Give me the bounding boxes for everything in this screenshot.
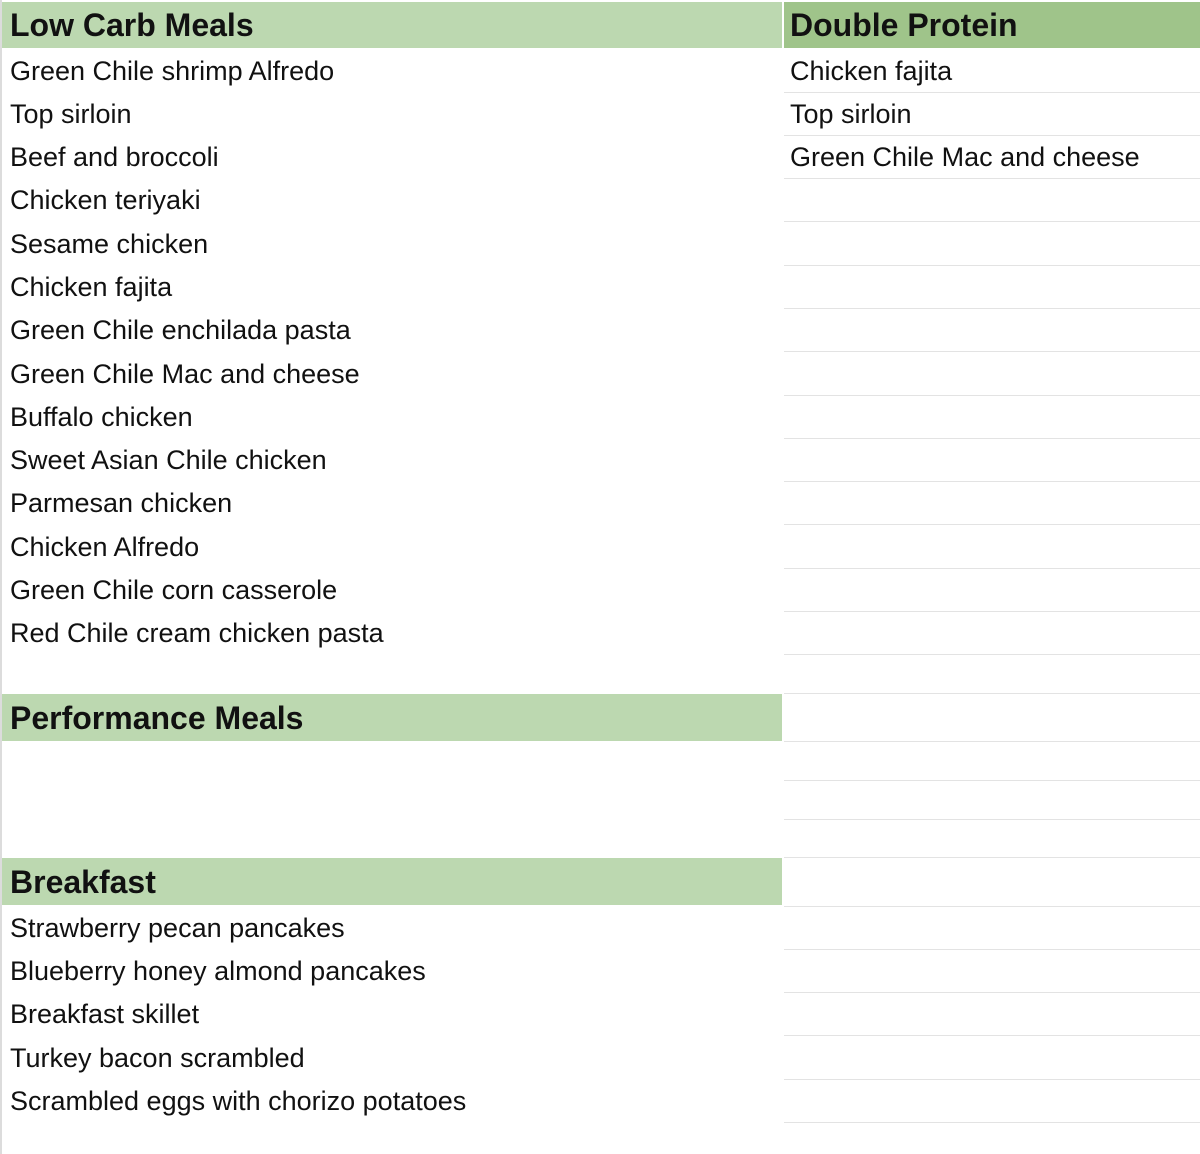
empty-cell[interactable] [784, 1036, 1200, 1080]
empty-cell[interactable] [784, 525, 1200, 569]
list-item[interactable]: Chicken Alfredo [10, 531, 200, 562]
list-item[interactable]: Green Chile shrimp Alfredo [10, 56, 335, 86]
empty-cell[interactable] [2, 781, 782, 820]
empty-cell[interactable] [784, 694, 1200, 742]
empty-cell[interactable] [784, 655, 1200, 694]
empty-cell[interactable] [784, 742, 1200, 781]
empty-cell[interactable] [2, 820, 782, 858]
list-item[interactable]: Chicken fajita [784, 50, 1200, 93]
double-protein-column [784, 0, 1200, 1154]
list-item[interactable]: Beef and broccoli [10, 142, 219, 172]
list-item[interactable]: Scrambled eggs with chorizo potatoes [10, 1086, 467, 1116]
empty-cell[interactable] [784, 950, 1200, 993]
list-item[interactable]: Green Chile enchilada pasta [10, 315, 351, 345]
list-item[interactable]: Chicken fajita [10, 272, 173, 302]
empty-cell[interactable] [784, 309, 1200, 352]
empty-cell[interactable] [784, 222, 1200, 266]
empty-cell[interactable] [784, 352, 1200, 396]
empty-cell[interactable] [784, 858, 1200, 907]
list-item[interactable]: Top sirloin [10, 99, 132, 129]
empty-cell[interactable] [784, 907, 1200, 950]
list-item[interactable]: Breakfast skillet [10, 999, 200, 1029]
empty-cell[interactable] [2, 741, 782, 781]
empty-cell[interactable] [784, 179, 1200, 222]
empty-cell[interactable] [784, 266, 1200, 309]
empty-cell[interactable] [784, 781, 1200, 820]
list-item[interactable]: Top sirloin [784, 93, 1200, 136]
list-item[interactable]: Red Chile cream chicken pasta [10, 618, 384, 648]
empty-cell[interactable] [784, 439, 1200, 482]
list-item[interactable]: Green Chile Mac and cheese [10, 358, 360, 389]
list-item[interactable]: Turkey bacon scrambled [10, 1042, 305, 1073]
low-carb-header[interactable]: Low Carb Meals [2, 2, 782, 48]
breakfast-header[interactable]: Breakfast [2, 858, 782, 905]
list-item[interactable]: Green Chile corn casserole [10, 575, 338, 605]
list-item[interactable]: Parmesan chicken [10, 488, 233, 518]
list-item[interactable]: Sweet Asian Chile chicken [10, 445, 327, 475]
empty-cell[interactable] [784, 820, 1200, 858]
empty-cell[interactable] [784, 396, 1200, 439]
list-item[interactable]: Green Chile Mac and cheese [784, 136, 1200, 179]
empty-cell[interactable] [784, 1080, 1200, 1123]
list-item[interactable]: Strawberry pecan pancakes [10, 913, 345, 943]
double-protein-header[interactable]: Double Protein [784, 2, 1200, 48]
empty-cell[interactable] [2, 1123, 782, 1154]
empty-cell[interactable] [784, 482, 1200, 525]
list-item[interactable]: Chicken teriyaki [10, 185, 201, 215]
empty-cell[interactable] [784, 569, 1200, 612]
list-item[interactable]: Buffalo chicken [10, 402, 193, 432]
performance-header[interactable]: Performance Meals [2, 694, 782, 741]
list-item[interactable]: Sesame chicken [10, 228, 209, 259]
empty-cell[interactable] [784, 993, 1200, 1036]
empty-cell[interactable] [784, 612, 1200, 655]
list-item[interactable]: Blueberry honey almond pancakes [10, 956, 426, 986]
empty-cell[interactable] [2, 655, 782, 694]
